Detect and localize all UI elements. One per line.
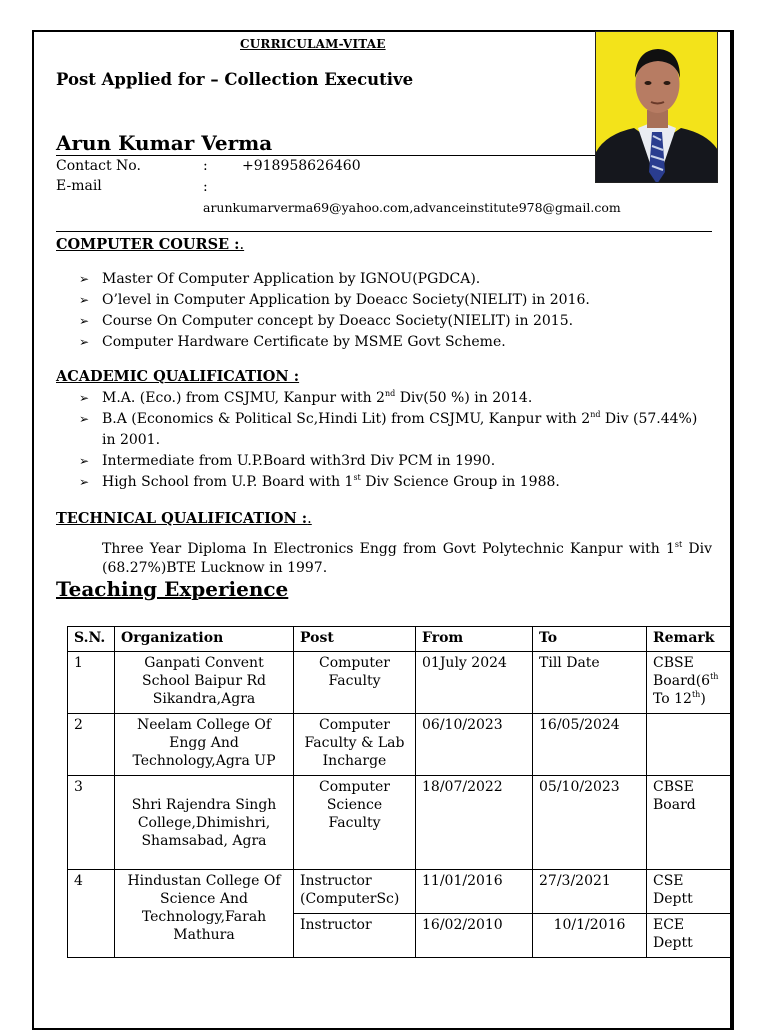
email-label: E-mail bbox=[56, 178, 102, 194]
cell-to: 10/1/2016 bbox=[533, 914, 647, 958]
candidate-name: Arun Kumar Verma bbox=[56, 131, 273, 155]
cell-sn: 1 bbox=[68, 652, 115, 714]
arrowhead-bullet-icon: ➢ bbox=[79, 335, 90, 349]
list-item: ➢ O’level in Computer Application by Doeacc Society(NIELIT) in 2016. bbox=[79, 290, 590, 311]
table-header-row bbox=[68, 627, 734, 652]
cell-remark bbox=[647, 714, 734, 776]
phone-label: Contact No. bbox=[56, 158, 141, 174]
cell-to: 27/3/2021 bbox=[533, 870, 647, 914]
arrowhead-bullet-icon: ➢ bbox=[79, 391, 90, 405]
cell-from: 11/01/2016 bbox=[416, 870, 533, 914]
phone-value: +918958626460 bbox=[242, 158, 361, 174]
person-photo-icon bbox=[596, 32, 718, 183]
column-header: Post bbox=[294, 627, 416, 652]
column-header: From bbox=[416, 627, 533, 652]
cell-remark: CBSE Board(6th To 12th) bbox=[647, 652, 734, 714]
phone-separator: : bbox=[203, 158, 208, 174]
list-item: ➢ High School from U.P. Board with 1st Div Science Group in 1988. bbox=[79, 472, 697, 493]
cell-organization: Neelam College Of Engg And Technology,Agra UP bbox=[115, 714, 294, 776]
cell-organization: Shri Rajendra Singh College,Dhimishri, Shamsabad, Agra bbox=[115, 776, 294, 870]
list-item: ➢ Master Of Computer Application by IGNOU(PGDCA). bbox=[79, 269, 590, 290]
cell-post: Computer Faculty & Lab Incharge bbox=[294, 714, 416, 776]
computer-course-list bbox=[79, 269, 590, 353]
technical-text: Three Year Diploma In Electronics Engg from Govt Polytechnic Kanpur with 1st Div (68.27%)BTE Lucknow in 1997. bbox=[102, 540, 712, 576]
teaching-experience-heading: Teaching Experience bbox=[56, 577, 289, 601]
email-value: arunkumarverma69@yahoo.com,advanceinstitute978@gmail.com bbox=[203, 200, 621, 215]
arrowhead-bullet-icon: ➢ bbox=[79, 314, 90, 328]
cell-organization: Ganpati Convent School Baipur Rd Sikandra,Agra bbox=[115, 652, 294, 714]
email-separator: : bbox=[203, 179, 208, 195]
arrowhead-bullet-icon: ➢ bbox=[79, 475, 90, 489]
cell-to: 05/10/2023 bbox=[533, 776, 647, 870]
table-row bbox=[68, 870, 734, 914]
cell-post: Instructor bbox=[294, 914, 416, 958]
arrowhead-bullet-icon: ➢ bbox=[79, 272, 90, 286]
cell-from: 01July 2024 bbox=[416, 652, 533, 714]
technical-heading: TECHNICAL QUALIFICATION :. bbox=[56, 510, 312, 527]
cell-sn: 3 bbox=[68, 776, 115, 870]
cell-remark: CBSE Board bbox=[647, 776, 734, 870]
computer-course-heading: COMPUTER COURSE :. bbox=[56, 236, 245, 253]
name-underline bbox=[56, 155, 596, 156]
cell-post: Instructor (ComputerSc) bbox=[294, 870, 416, 914]
cell-from: 16/02/2010 bbox=[416, 914, 533, 958]
column-header: S.N. bbox=[68, 627, 115, 652]
list-item: ➢ Intermediate from U.P.Board with3rd Div PCM in 1990. bbox=[79, 451, 697, 472]
cell-to: 16/05/2024 bbox=[533, 714, 647, 776]
cell-sn: 4 bbox=[68, 870, 115, 958]
cell-remark: ECE Deptt bbox=[647, 914, 734, 958]
arrowhead-bullet-icon: ➢ bbox=[79, 293, 90, 307]
experience-table bbox=[67, 626, 734, 958]
column-header: Remark bbox=[647, 627, 734, 652]
cell-post: Computer Science Faculty bbox=[294, 776, 416, 870]
cell-sn: 2 bbox=[68, 714, 115, 776]
list-item: ➢ M.A. (Eco.) from CSJMU, Kanpur with 2nd Div(50 %) in 2014. bbox=[79, 388, 697, 409]
cv-title: CURRICULAM-VITAE bbox=[240, 37, 386, 51]
arrowhead-bullet-icon: ➢ bbox=[79, 412, 90, 426]
list-item: ➢ Computer Hardware Certificate by MSME Govt Scheme. bbox=[79, 332, 590, 353]
academic-list bbox=[79, 388, 697, 493]
cell-post: Computer Faculty bbox=[294, 652, 416, 714]
cell-remark: CSE Deptt bbox=[647, 870, 734, 914]
list-item-continuation: in 2001. bbox=[102, 432, 161, 448]
column-header: Organization bbox=[115, 627, 294, 652]
table-row bbox=[68, 652, 734, 714]
post-applied: Post Applied for – Collection Executive bbox=[56, 70, 414, 89]
table-row bbox=[68, 776, 734, 870]
column-header: To bbox=[533, 627, 647, 652]
list-item: ➢ B.A (Economics & Political Sc,Hindi Lit) from CSJMU, Kanpur with 2nd Div (57.44%) bbox=[79, 409, 697, 430]
academic-heading: ACADEMIC QUALIFICATION : bbox=[56, 368, 300, 385]
cell-organization: Hindustan College Of Science And Technology,Farah Mathura bbox=[115, 870, 294, 958]
list-item: ➢ Course On Computer concept by Doeacc Society(NIELIT) in 2015. bbox=[79, 311, 590, 332]
contact-divider bbox=[56, 231, 712, 232]
arrowhead-bullet-icon: ➢ bbox=[79, 454, 90, 468]
cell-from: 06/10/2023 bbox=[416, 714, 533, 776]
profile-photo bbox=[595, 31, 718, 183]
table-row bbox=[68, 714, 734, 776]
cell-to: Till Date bbox=[533, 652, 647, 714]
cell-from: 18/07/2022 bbox=[416, 776, 533, 870]
